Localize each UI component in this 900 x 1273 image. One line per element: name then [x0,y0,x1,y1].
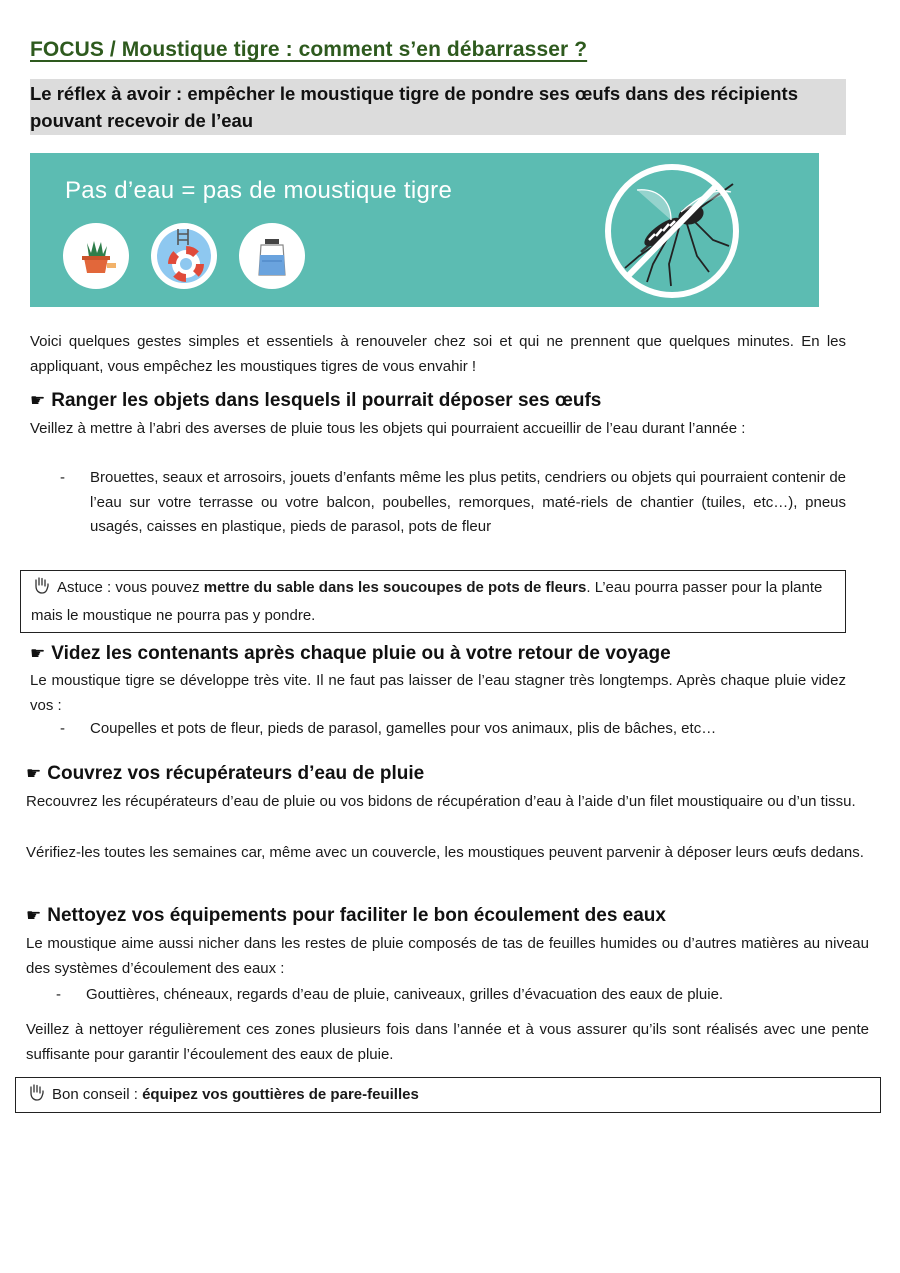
section-text-3b: Vérifiez-les toutes les semaines car, même avec un couvercle, les moustiques peuvent parvenir à déposer leurs œufs dedans. [26,844,864,861]
section-heading-4: ☛ Nettoyez vos équipements pour faciliter le bon écoulement des eaux [26,905,666,926]
raised-hand-icon [31,575,53,604]
banner-text: Pas d’eau = pas de moustique tigre [65,177,453,204]
water-jar-icon [239,223,305,289]
banner [30,153,819,307]
pointing-hand-icon: ☛ [30,391,46,410]
page-subtitle: Le réflex à avoir : empêcher le moustique tigre de pondre ses œufs dans des récipients pouvant recevoir de l’eau [30,79,846,135]
raised-hand-icon [26,1082,48,1111]
plant-pot-icon [63,223,129,289]
section-text-4b: Veillez à nettoyer régulièrement ces zones plusieurs fois dans l’année et à vous assurer qu’ils sont réalisés avec une pente suffisante pour garantir l’écoulement des eaux de pluie. [26,1021,869,1063]
section-text-4: Le moustique aime aussi nicher dans les restes de pluie composés de tas de feuilles humides ou d’autres matières au niveau des systèmes d’écoulement des eaux : [26,935,869,977]
intro-paragraph: Voici quelques gestes simples et essentiels à renouveler chez soi et qui ne prennent que quelques minutes. En les appliquant, vous empêchez les moustiques tigres de vous envahir ! [30,333,846,375]
pointing-hand-icon: ☛ [30,644,46,663]
section-heading-1: ☛ Ranger les objets dans lesquels il pourrait déposer ses œufs [30,390,602,411]
tip-box-astuce: Astuce : vous pouvez mettre du sable dans les soucoupes de pots de fleurs. L’eau pourra passer pour la plante mais le moustique ne pourra pas y pondre. [20,570,846,633]
section-heading-3: ☛ Couvrez vos récupérateurs d’eau de pluie [26,763,425,784]
section-text-3: Recouvrez les récupérateurs d’eau de pluie ou vos bidons de récupération d’eau à l’aide d’un filet moustiquaire ou d’un tissu. [26,793,856,810]
list-item: - Gouttières, chéneaux, regards d’eau de pluie, caniveaux, grilles d’évacuation des eaux de pluie. [56,986,724,1003]
list-item: - Coupelles et pots de fleur, pieds de parasol, gamelles pour vos animaux, plis de bâches, etc… [60,720,717,737]
pointing-hand-icon: ☛ [26,906,42,925]
section-text-2: Le moustique tigre se développe très vite. Il ne faut pas laisser de l’eau stagner très longtemps. Après chaque pluie videz vos : [30,672,846,714]
section-text-1: Veillez à mettre à l’abri des averses de pluie tous les objets qui pourraient accueillir de l’eau durant l’année : [30,420,746,437]
page-title: FOCUS / Moustique tigre : comment s’en débarrasser ? [30,38,588,61]
section-heading-2: ☛ Videz les contenants après chaque pluie ou à votre retour de voyage [30,643,671,664]
pointing-hand-icon: ☛ [26,764,42,783]
lifebuoy-pool-icon [151,223,217,289]
list-item: - Brouettes, seaux et arrosoirs, jouets d’enfants même les plus petits, cendriers ou objets qui pourraient contenir de l’eau sur votre terrasse ou votre balcon, poubelles, remorques, maté-riels de chantier (tuiles, etc…), pneus usagés, caisses en plastique, pieds de parasol, pots de fleur [60,469,846,535]
tip-box-bon-conseil: Bon conseil : équipez vos gouttières de pare-feuilles [15,1077,881,1113]
no-mosquito-icon [601,160,743,307]
